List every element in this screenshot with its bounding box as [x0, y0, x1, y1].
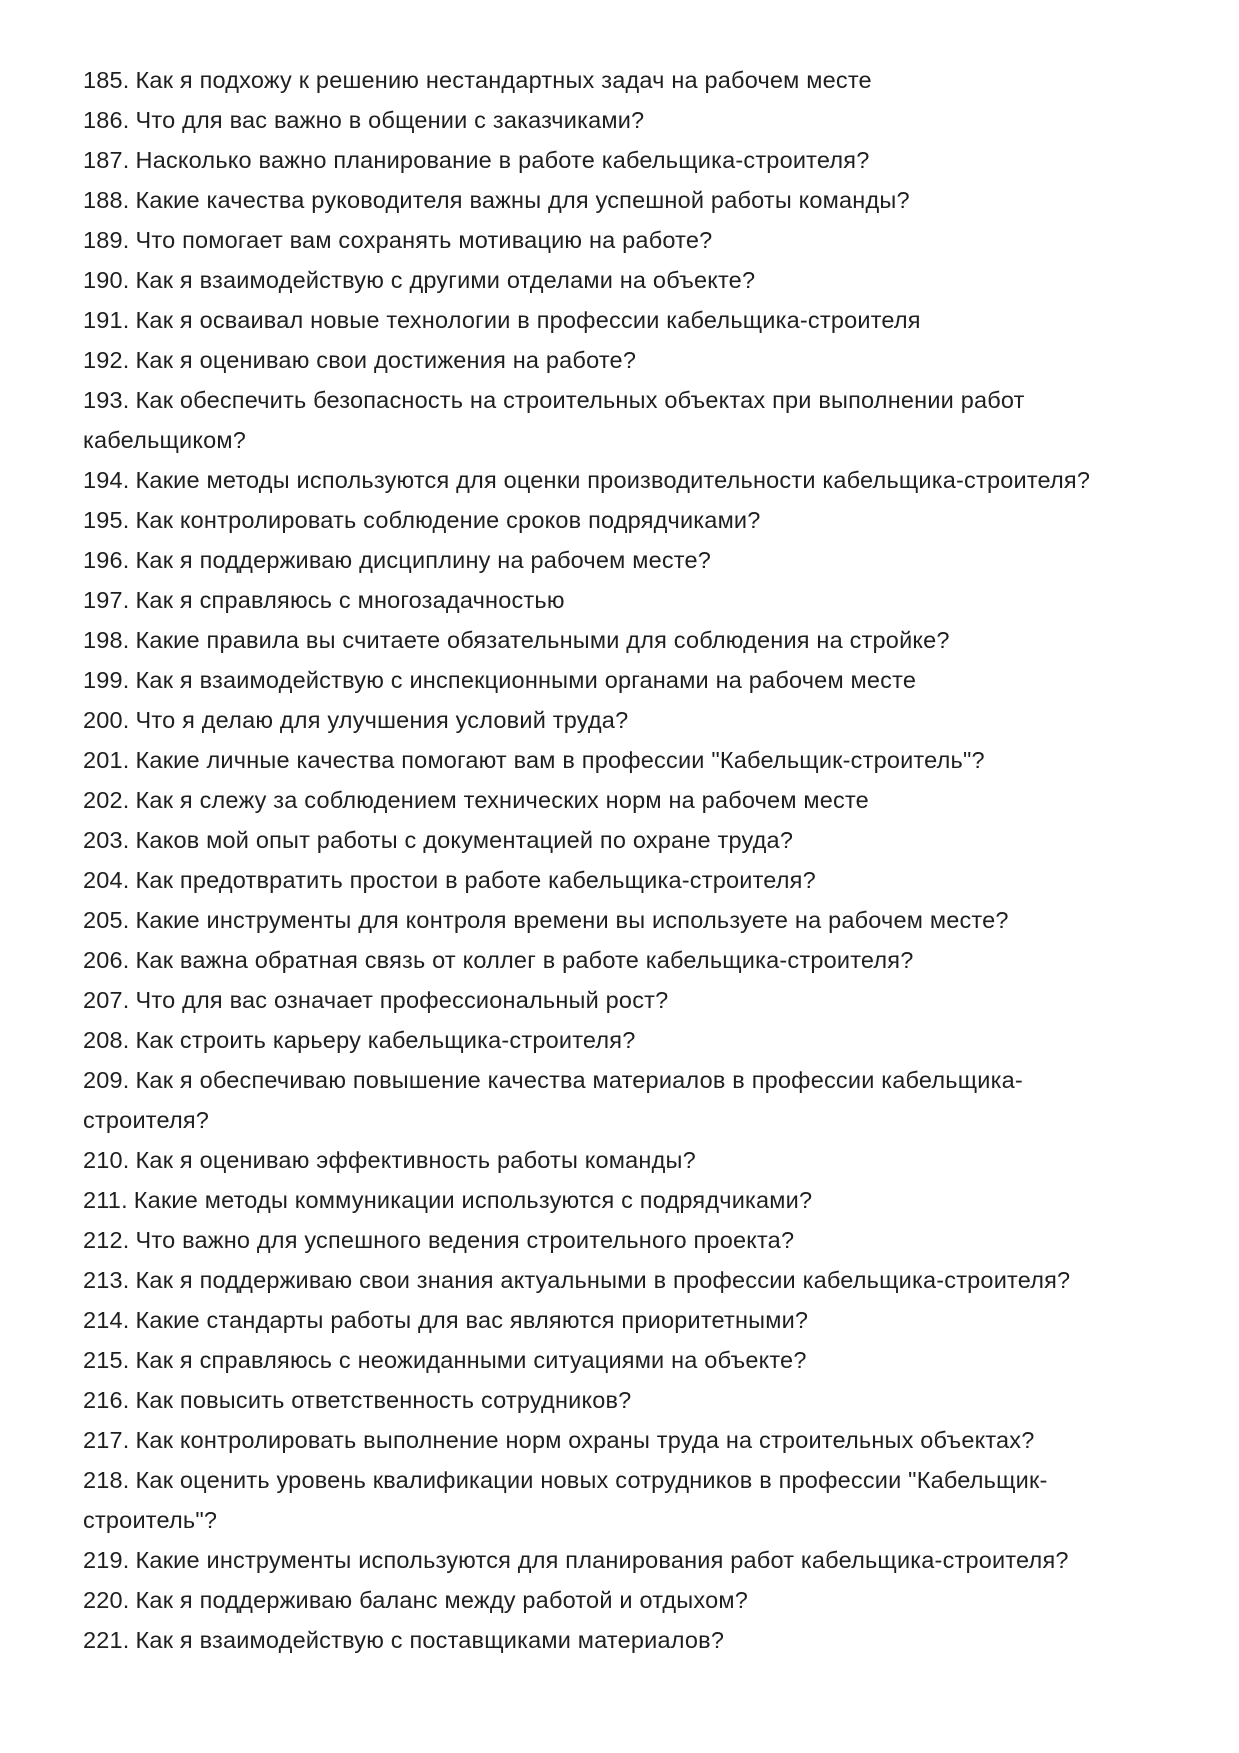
item-number: 193.: [83, 387, 130, 413]
item-text: Что для вас важно в общении с заказчиками?: [135, 107, 645, 133]
item-text: Как я слежу за соблюдением технических норм на рабочем месте: [135, 787, 869, 813]
list-item: [83, 1140, 1145, 1180]
item-number: 204.: [83, 867, 130, 893]
list-item: [83, 180, 1145, 220]
item-number: 216.: [83, 1387, 130, 1413]
item-number: 201.: [83, 747, 130, 773]
list-item: [83, 900, 1145, 940]
list-item: [83, 1460, 1145, 1540]
item-number: 206.: [83, 947, 130, 973]
item-number: 187.: [83, 147, 130, 173]
item-number: 217.: [83, 1427, 130, 1453]
item-text: Как я поддерживаю дисциплину на рабочем месте?: [135, 547, 712, 573]
item-text: Как предотвратить простои в работе кабельщика-строителя?: [135, 867, 816, 893]
item-text: Какие стандарты работы для вас являются приоритетными?: [135, 1307, 809, 1333]
item-text: Как я поддерживаю баланс между работой и отдыхом?: [135, 1587, 748, 1613]
list-item: [83, 740, 1145, 780]
list-item: [83, 140, 1145, 180]
list-item: [83, 460, 1145, 500]
item-text: Насколько важно планирование в работе кабельщика-строителя?: [135, 147, 870, 173]
item-number: 188.: [83, 187, 130, 213]
item-text: Как я подхожу к решению нестандартных задач на рабочем месте: [135, 67, 872, 93]
list-item: [83, 1020, 1145, 1060]
list-item: [83, 940, 1145, 980]
item-number: 200.: [83, 707, 130, 733]
list-item: [83, 260, 1145, 300]
list-item: [83, 1260, 1145, 1300]
list-item: [83, 300, 1145, 340]
list-item: [83, 540, 1145, 580]
item-text: Какие правила вы считаете обязательными для соблюдения на стройке?: [135, 627, 950, 653]
item-text: Как контролировать выполнение норм охраны труда на строительных объектах?: [135, 1427, 1035, 1453]
item-number: 220.: [83, 1587, 130, 1613]
item-text: Какие инструменты для контроля времени вы используете на рабочем месте?: [135, 907, 1009, 933]
item-text: Какие методы коммуникации используются с подрядчиками?: [133, 1187, 813, 1213]
item-number: 221.: [83, 1627, 130, 1653]
item-text: Какие личные качества помогают вам в профессии "Кабельщик-строитель"?: [135, 747, 985, 773]
item-number: 212.: [83, 1227, 130, 1253]
item-number: 208.: [83, 1027, 130, 1053]
list-item: [83, 1540, 1145, 1580]
item-number: 209.: [83, 1067, 130, 1093]
list-item: [83, 1060, 1145, 1140]
item-text: Как я оцениваю свои достижения на работе?: [135, 347, 637, 373]
list-item: [83, 1220, 1145, 1260]
list-item: [83, 100, 1145, 140]
item-text: Каков мой опыт работы с документацией по охране труда?: [135, 827, 794, 853]
list-item: [83, 1620, 1145, 1660]
item-text: Что для вас означает профессиональный рост?: [135, 987, 669, 1013]
item-number: 210.: [83, 1147, 130, 1173]
list-item: [83, 1420, 1145, 1460]
item-text: Какие качества руководителя важны для успешной работы команды?: [135, 187, 910, 213]
item-number: 195.: [83, 507, 130, 533]
question-list: [83, 60, 1145, 1660]
item-number: 185.: [83, 67, 130, 93]
item-number: 196.: [83, 547, 130, 573]
list-item: [83, 660, 1145, 700]
item-text: Как я поддерживаю свои знания актуальными в профессии кабельщика-строителя?: [135, 1267, 1071, 1293]
list-item: [83, 620, 1145, 660]
list-item: [83, 1340, 1145, 1380]
item-number: 192.: [83, 347, 130, 373]
item-text: Как я справляюсь с многозадачностью: [135, 587, 565, 613]
item-text: Как строить карьеру кабельщика-строителя?: [135, 1027, 636, 1053]
item-number: 207.: [83, 987, 130, 1013]
item-text: Как повысить ответственность сотрудников?: [135, 1387, 632, 1413]
item-number: 202.: [83, 787, 130, 813]
item-number: 205.: [83, 907, 130, 933]
list-item: [83, 980, 1145, 1020]
item-text: Как я взаимодействую с другими отделами на объекте?: [135, 267, 756, 293]
item-number: 199.: [83, 667, 130, 693]
item-text: Как я оцениваю эффективность работы команды?: [135, 1147, 696, 1173]
item-number: 194.: [83, 467, 130, 493]
list-item: [83, 1300, 1145, 1340]
item-text: Какие методы используются для оценки производительности кабельщика-строителя?: [135, 467, 1091, 493]
item-text: Как я справляюсь с неожиданными ситуациями на объекте?: [135, 1347, 807, 1373]
item-number: 213.: [83, 1267, 130, 1293]
item-text: Как я осваивал новые технологии в профессии кабельщика-строителя: [135, 307, 921, 333]
item-text: Какие инструменты используются для планирования работ кабельщика-строителя?: [135, 1547, 1069, 1573]
item-number: 191.: [83, 307, 130, 333]
list-item: [83, 580, 1145, 620]
list-item: [83, 700, 1145, 740]
item-text: Что важно для успешного ведения строительного проекта?: [135, 1227, 795, 1253]
item-text: Как я взаимодействую с поставщиками материалов?: [135, 1627, 725, 1653]
list-item: [83, 860, 1145, 900]
item-text: Как я обеспечиваю повышение качества материалов в профессии кабельщика-строителя?: [83, 1067, 1023, 1133]
list-item: [83, 340, 1145, 380]
item-number: 198.: [83, 627, 130, 653]
item-number: 218.: [83, 1467, 130, 1493]
list-item: [83, 1380, 1145, 1420]
list-item: [83, 220, 1145, 260]
item-text: Что я делаю для улучшения условий труда?: [135, 707, 629, 733]
item-number: 197.: [83, 587, 130, 613]
list-item: [83, 820, 1145, 860]
item-number: 214.: [83, 1307, 130, 1333]
item-text: Как важна обратная связь от коллег в работе кабельщика-строителя?: [135, 947, 914, 973]
item-text: Как оценить уровень квалификации новых сотрудников в профессии "Кабельщик-строитель"?: [83, 1467, 1048, 1533]
item-number: 219.: [83, 1547, 130, 1573]
list-item: [83, 380, 1145, 460]
list-item: [83, 780, 1145, 820]
list-item: [83, 1180, 1145, 1220]
list-item: [83, 500, 1145, 540]
item-number: 189.: [83, 227, 130, 253]
list-item: [83, 1580, 1145, 1620]
list-item: [83, 60, 1145, 100]
item-number: 190.: [83, 267, 130, 293]
item-number: 215.: [83, 1347, 130, 1373]
item-text: Как я взаимодействую с инспекционными органами на рабочем месте: [135, 667, 917, 693]
item-number: 211.: [83, 1187, 128, 1213]
item-text: Как контролировать соблюдение сроков подрядчиками?: [135, 507, 761, 533]
item-text: Что помогает вам сохранять мотивацию на работе?: [135, 227, 713, 253]
item-number: 186.: [83, 107, 130, 133]
item-text: Как обеспечить безопасность на строительных объектах при выполнении работ кабельщиком?: [83, 387, 1025, 453]
item-number: 203.: [83, 827, 130, 853]
